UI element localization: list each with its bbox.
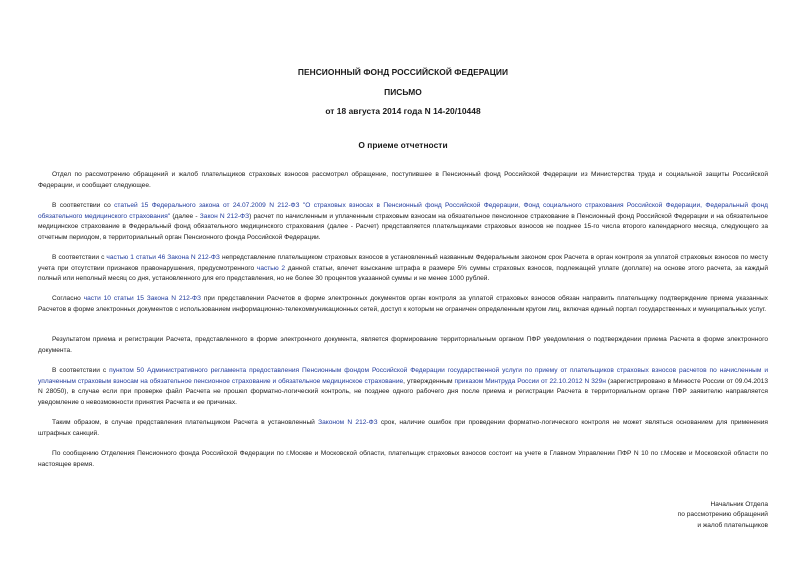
paragraph-6-text-a: В соответствии с bbox=[52, 367, 110, 374]
paragraph-1-text: Отдел по рассмотрению обращений и жалоб плательщиков страховых взносов рассмотрел обращение, поступившее в Пенсионный фонд Российской Федерации из Министерства труда и социальной защиты Российской Федерации, и сообщает следующее. bbox=[38, 171, 768, 189]
link-law-212-article-15[interactable]: статьей 15 Федерального закона от 24.07.2009 N 212-ФЗ "О страховых взносах в Пенсионный фонд Российской Федерации, Фонд социального страхования Российской Федерации, Федеральный фонд обязательного медицинского страхования" bbox=[38, 202, 768, 220]
link-law-212-short[interactable]: Законом N 212-ФЗ bbox=[318, 419, 378, 426]
link-regulation-point-50[interactable]: пунктом 50 Административного регламента предоставления Пенсионным фондом Российской Федерации государственной услуги по приему от плательщиков страховых взносов расчетов по начисленным и уплаченным страховым взносам на обязательное пенсионное страхование и обязательное медицинское страхование bbox=[38, 367, 768, 385]
document-subject: О приеме отчетности bbox=[358, 140, 448, 150]
paragraph-1 bbox=[38, 170, 768, 191]
paragraph-6-text-c: (зарегистрировано в Минюсте России от 09.04.2013 N 28050), в случае если при проверке файл Расчета не прошел форматно-логический контроль, не позднее одного рабочего дня после приема и регистрации Расчета в территориальном органе ПФР заявителю направляется уведомление о невозможности принятия Расчета и ее причинах. bbox=[38, 377, 768, 406]
paragraph-2-text-c: ) расчет по начисленным и уплаченным страховым взносам на обязательное пенсионное страхование в Пенсионный фонд Российской Федерации и на обязательное медицинское страхование в Федеральный фонд обязательного медицинского страхования (далее - Расчет) представляется плательщиками страховых взносов не позднее 15-го числа второго календарного месяца, следующего за отчетным периодом, в территориальный орган Пенсионного фонда Российской Федерации. bbox=[38, 212, 768, 241]
paragraph-8 bbox=[38, 449, 768, 470]
paragraph-7 bbox=[38, 418, 768, 439]
paragraph-3-text-b: непредставление плательщиком страховых взносов в установленный названным Федеральным законом срок Расчета в орган контроля за уплатой страховых взносов по месту учета при отсутствии признаков правонарушения, предусмотренного bbox=[38, 254, 768, 272]
paragraph-2-text-b: (далее - bbox=[170, 212, 200, 220]
link-law-212[interactable]: Закон N 212-ФЗ bbox=[199, 212, 250, 220]
link-article-46-part-2[interactable]: частью 2 bbox=[256, 264, 286, 272]
signature-line-1: Начальник Отдела bbox=[710, 501, 768, 508]
paragraph-3-text-a: В соответствии с bbox=[52, 254, 107, 261]
link-article-15-part-10[interactable]: части 10 статьи 15 Закона N 212-ФЗ bbox=[83, 295, 202, 302]
issuer-title: ПЕНСИОННЫЙ ФОНД РОССИЙСКОЙ ФЕДЕРАЦИИ bbox=[297, 67, 509, 77]
document-type: ПИСЬМО bbox=[384, 87, 422, 97]
paragraph-2 bbox=[38, 201, 768, 243]
document-date-number: от 18 августа 2014 года N 14-20/10448 bbox=[325, 106, 481, 116]
paragraph-2-text-a: В соответствии со bbox=[52, 202, 115, 209]
paragraph-8-text: По сообщению Отделения Пенсионного фонда Российской Федерации по г.Москве и Московской области, плательщик страховых взносов состоит на учете в Главном Управлении ПФР N 10 по г.Москве и Московской области по настоящее время. bbox=[38, 450, 768, 468]
link-mintrud-order-329n[interactable]: приказом Минтруда России от 22.10.2012 N 329н bbox=[454, 377, 606, 385]
paragraph-7-text-b: срок, наличие ошибок при проведении форматно-логического контроля не может являться основанием для применения штрафных санкций. bbox=[38, 419, 768, 437]
signature-line-3: и жалоб плательщиков bbox=[697, 521, 768, 529]
paragraph-3-text-c: данной статьи, влечет взыскание штрафа в размере 5% суммы страховых взносов, подлежащей уплате (доплате) на основе этого расчета, за каждый полный или неполный месяц со дня, установленного для его представления, но не более 30 процентов указанной суммы и не менее 1000 рублей. bbox=[38, 264, 768, 283]
signature-block bbox=[568, 500, 768, 531]
paragraph-5 bbox=[38, 335, 768, 356]
link-article-46-part-1[interactable]: частью 1 статьи 46 Закона N 212-ФЗ bbox=[106, 254, 220, 261]
paragraph-4-text-a: Согласно bbox=[52, 295, 84, 302]
paragraph-3 bbox=[38, 253, 768, 285]
paragraph-4 bbox=[38, 294, 768, 315]
paragraph-5-text: Результатом приема и регистрации Расчета, представленного в форме электронного документа, является формирование территориальным органом ПФР уведомления о подтверждении приема Расчета в форме электронного документа. bbox=[38, 336, 768, 354]
paragraph-4-text-b: при представлении Расчетов в форме электронных документов орган контроля за уплатой страховых взносов обязан направить плательщику подтверждение приема указанных Расчетов в форме электронных документов с использованием информационно-телекоммуникационных сетей, доступ к которым не ограничен определенным кругом лиц, включая единый портал государственных и муниципальных услуг. bbox=[38, 295, 768, 313]
paragraph-6 bbox=[38, 366, 768, 408]
paragraph-7-text-a: Таким образом, в случае представления плательщиком Расчета в установленный bbox=[52, 419, 319, 426]
signature-line-2: по рассмотрению обращений bbox=[677, 511, 768, 519]
paragraph-6-text-b: , утвержденным bbox=[403, 377, 455, 385]
